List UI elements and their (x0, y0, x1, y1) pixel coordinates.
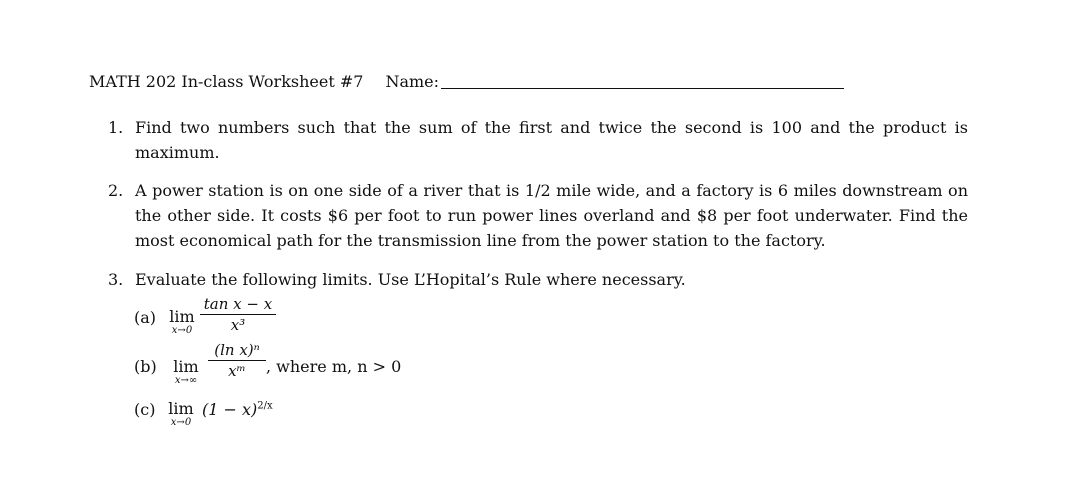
lim-word: lim (169, 307, 195, 326)
fraction-denominator: x³ (230, 316, 246, 334)
limit-expression (202, 400, 273, 419)
fraction-denominator: xᵐ (228, 362, 246, 380)
sub-label: (b) (134, 357, 157, 376)
limit-operator (164, 309, 200, 336)
limit-base: (1 − x) (202, 400, 258, 419)
limit-exponent: 2/x (257, 400, 273, 412)
name-blank-line (441, 87, 844, 89)
problem-text: Evaluate the following limits. Use L’Hopital’s Rule where necessary. (135, 270, 686, 289)
fraction-bar (208, 360, 266, 361)
fraction (208, 342, 266, 380)
fraction-numerator: (ln x)ⁿ (214, 341, 260, 359)
sub-label: (a) (134, 308, 157, 327)
name-label: Name: (385, 72, 440, 91)
worksheet-header (89, 72, 844, 91)
lim-approach: x→∞ (174, 375, 198, 386)
lim-approach: x→0 (171, 325, 193, 336)
fraction (200, 296, 276, 334)
problem-3 (108, 267, 968, 292)
problem-2 (108, 178, 968, 253)
problem-number: 1. (108, 118, 124, 137)
sub-label: (c) (134, 400, 156, 419)
lim-word: lim (173, 357, 199, 376)
fraction-bar (200, 314, 276, 315)
limit-operator (164, 401, 198, 428)
problem-1 (108, 115, 968, 165)
lim-word: lim (168, 399, 194, 418)
problem-number: 2. (108, 181, 124, 200)
problem-text: A power station is on one side of a river that is 1/2 mile wide, and a factory is 6 miles downstream on the other side. It costs $6 per foot to run power lines overland and $8 per foot underwater. Find the most economical path for the transmission line from the power station to the factory. (135, 181, 968, 250)
fraction-numerator: tan x − x (203, 295, 273, 313)
worksheet-title: MATH 202 In-class Worksheet #7 (89, 72, 364, 91)
limit-condition: , where m, n > 0 (266, 357, 402, 376)
problem-number: 3. (108, 270, 124, 289)
limit-operator (166, 359, 206, 386)
problem-text: Find two numbers such that the sum of the first and twice the second is 100 and the product is maximum. (135, 118, 968, 162)
lim-approach: x→0 (170, 417, 192, 428)
